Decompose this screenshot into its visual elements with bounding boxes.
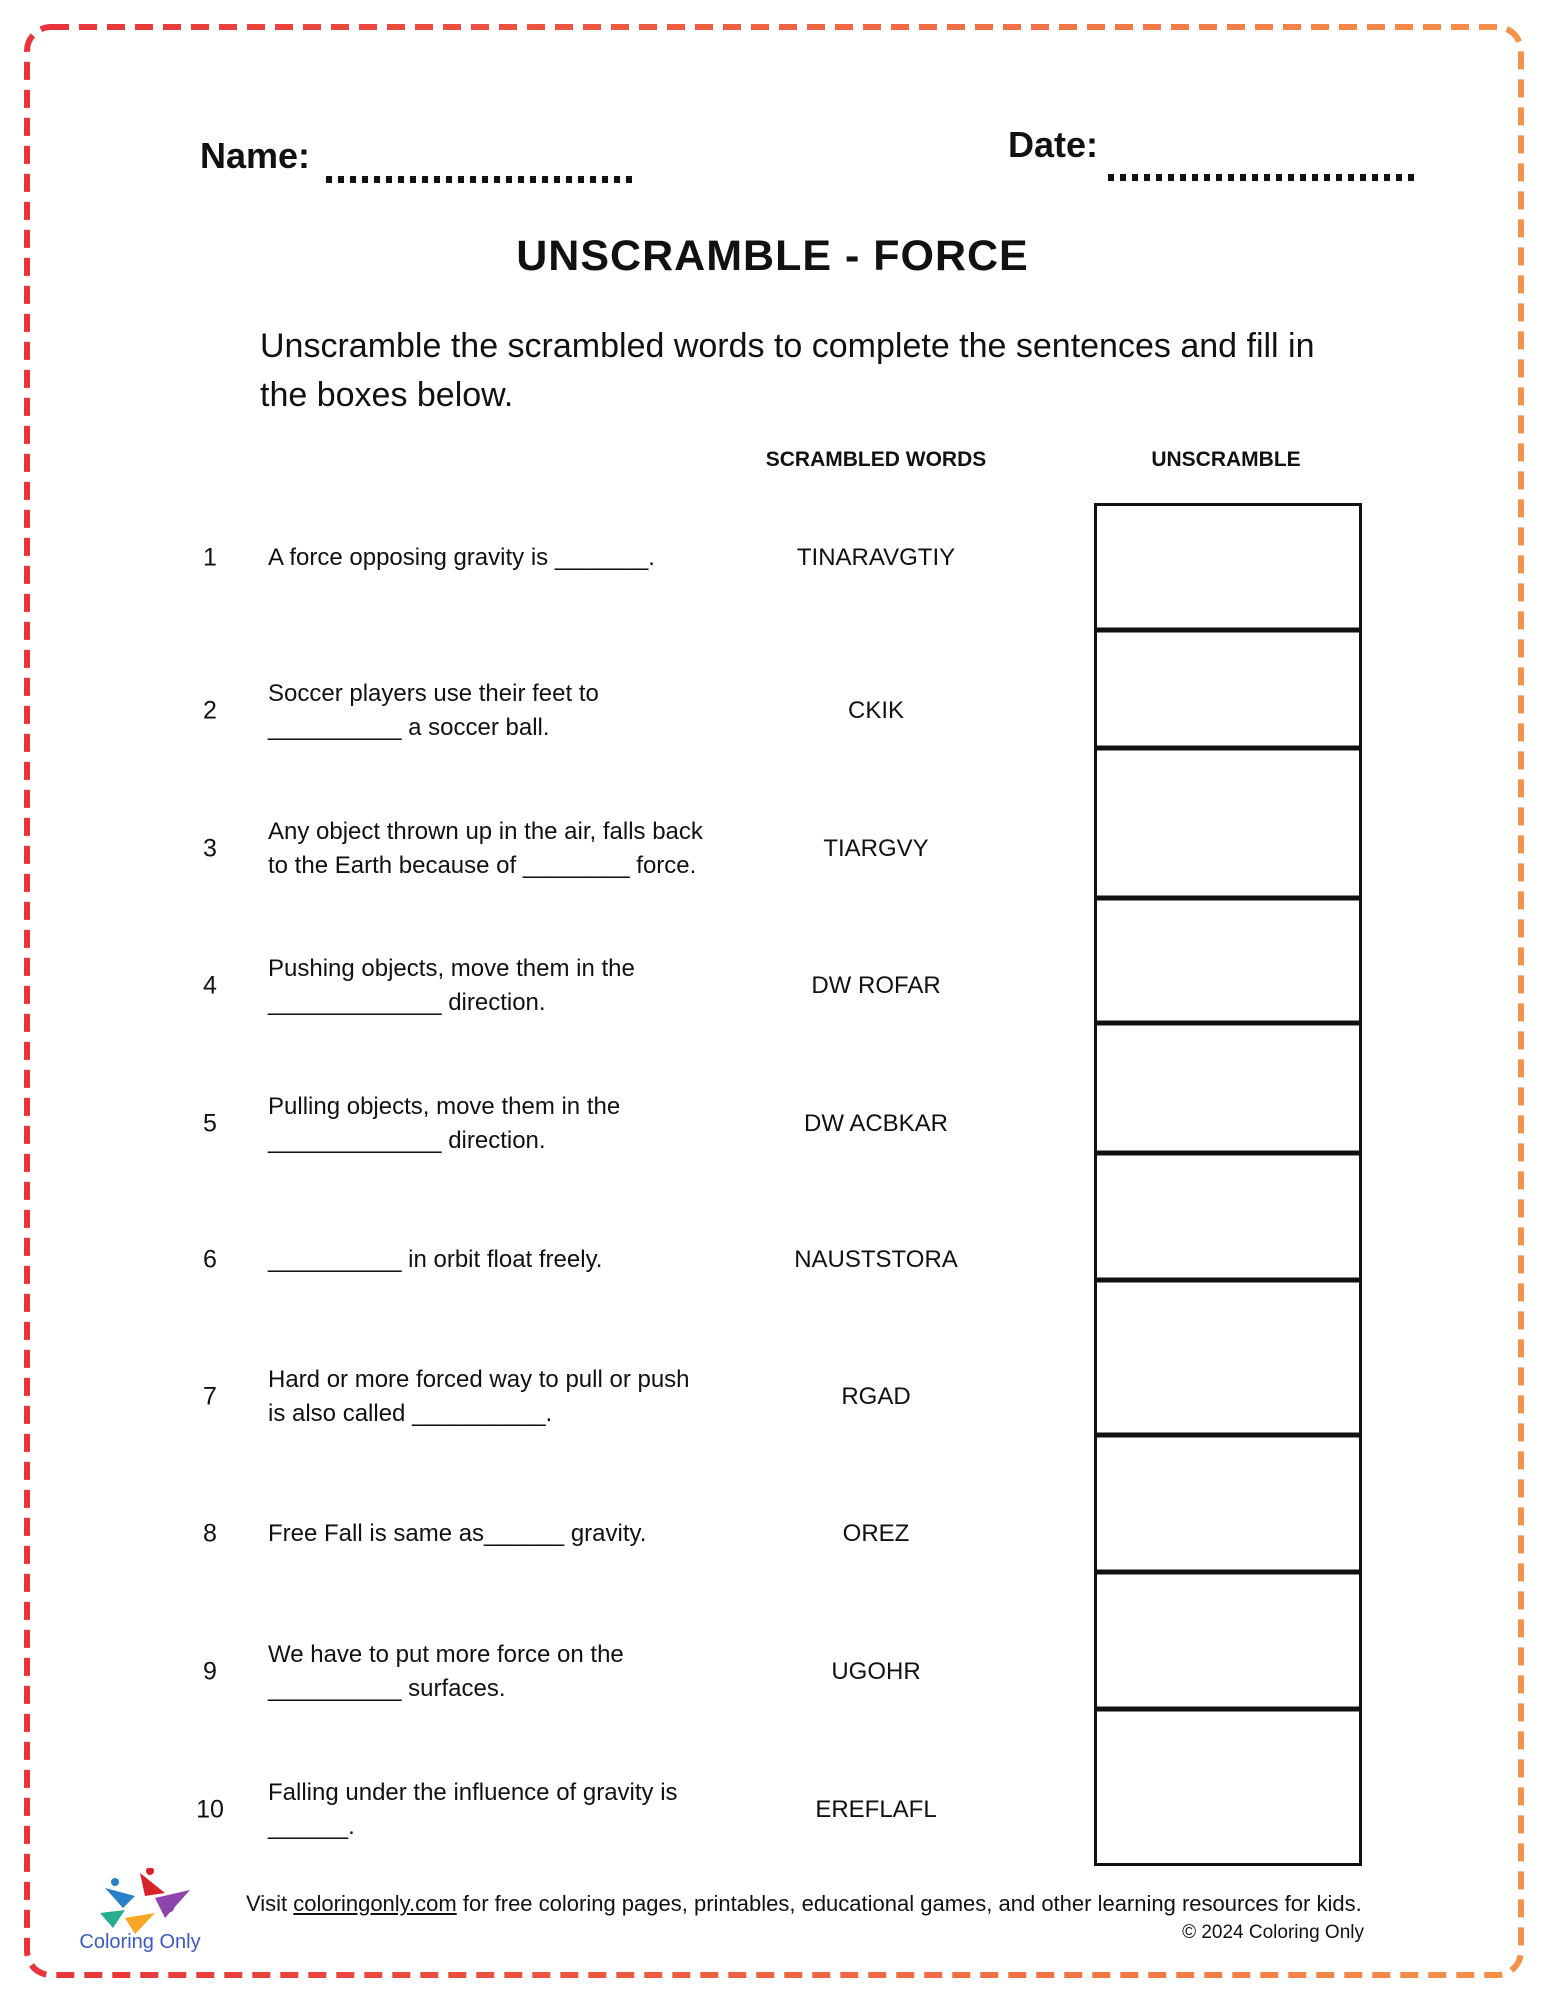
- row-scrambled-word: DW ACBKAR: [803, 1110, 949, 1137]
- row-sentence: __________ in orbit float freely.: [268, 1246, 603, 1273]
- row-scrambled-word: RGAD: [841, 1383, 911, 1410]
- scrambled-words-header: SCRAMBLED WORDS: [765, 448, 987, 471]
- name-label: Name:: [200, 135, 311, 176]
- row-scrambled-word: TIARGVY: [823, 835, 929, 862]
- row-scrambled-word: NAUSTSTORA: [794, 1246, 958, 1273]
- answer-box-5[interactable]: [1097, 1026, 1359, 1156]
- coloring-only-logo-icon: [95, 1868, 195, 1934]
- row-number: 7: [203, 1382, 217, 1411]
- row-sentence: Hard or more forced way to pull or push is also called __________.: [268, 1366, 690, 1427]
- name-field[interactable]: [326, 176, 636, 183]
- answer-box-2[interactable]: [1097, 633, 1359, 751]
- answer-box-3[interactable]: [1097, 751, 1359, 901]
- answer-box-6[interactable]: [1097, 1156, 1359, 1283]
- row-sentence: Pushing objects, move them in the _____________ direction.: [268, 955, 635, 1016]
- row-sentence: Free Fall is same as______ gravity.: [268, 1520, 647, 1547]
- row-sentence: Pulling objects, move them in the _____________ direction.: [268, 1093, 621, 1154]
- answer-box-9[interactable]: [1097, 1575, 1359, 1712]
- box-divider: [1094, 1021, 1362, 1026]
- row-sentence: A force opposing gravity is _______.: [268, 544, 655, 571]
- row-scrambled-word: CKIK: [847, 697, 904, 724]
- instructions: Unscramble the scrambled words to complete the sentences and fill in the boxes below.: [260, 327, 1315, 414]
- footer-suffix: for free coloring pages, printables, educational games, and other learning resources for kids.: [456, 1891, 1362, 1916]
- row-sentence: Soccer players use their feet to __________ a soccer ball.: [268, 680, 599, 741]
- row-number: 2: [203, 696, 217, 725]
- row-number: 9: [203, 1657, 217, 1686]
- box-divider: [1094, 1707, 1362, 1712]
- answer-box-1[interactable]: [1097, 506, 1359, 633]
- answer-box-7[interactable]: [1097, 1283, 1359, 1438]
- row-sentence: We have to put more force on the __________ surfaces.: [268, 1641, 624, 1702]
- page-title: UNSCRAMBLE - FORCE: [516, 232, 1029, 280]
- coloringonly-link[interactable]: coloringonly.com: [293, 1891, 457, 1916]
- footer-prefix: Visit: [246, 1891, 294, 1916]
- row-number: 10: [196, 1795, 224, 1824]
- row-sentence: Any object thrown up in the air, falls back to the Earth because of ________ force.: [268, 818, 703, 879]
- row-scrambled-word: EREFLAFL: [815, 1796, 937, 1823]
- copyright: © 2024 Coloring Only: [1182, 1922, 1364, 1943]
- footer-text: [246, 1888, 1426, 1920]
- row-scrambled-word: OREZ: [842, 1520, 910, 1547]
- box-divider: [1094, 1151, 1362, 1156]
- logo-text: Coloring Only: [79, 1931, 201, 1953]
- answer-box-4[interactable]: [1097, 901, 1359, 1026]
- answer-box-10[interactable]: [1097, 1712, 1359, 1869]
- box-divider: [1094, 896, 1362, 901]
- box-divider: [1094, 1278, 1362, 1283]
- row-number: 8: [203, 1519, 217, 1548]
- row-sentence: Falling under the influence of gravity is ______.: [268, 1779, 678, 1840]
- box-divider: [1094, 746, 1362, 751]
- row-scrambled-word: TINARAVGTIY: [796, 544, 956, 571]
- row-number: 4: [203, 971, 217, 1000]
- date-field[interactable]: [1108, 174, 1420, 181]
- box-divider: [1094, 628, 1362, 633]
- unscramble-header: UNSCRAMBLE: [1151, 448, 1301, 471]
- row-scrambled-word: DW ROFAR: [811, 972, 941, 999]
- answer-box-8[interactable]: [1097, 1438, 1359, 1575]
- answer-boxes: [1094, 503, 1362, 1866]
- row-number: 3: [203, 834, 217, 863]
- row-number: 1: [203, 543, 217, 572]
- box-divider: [1094, 1433, 1362, 1438]
- box-divider: [1094, 1570, 1362, 1575]
- row-number: 5: [203, 1109, 217, 1138]
- row-number: 6: [203, 1245, 217, 1274]
- date-label: Date:: [1008, 124, 1099, 165]
- row-scrambled-word: UGOHR: [831, 1658, 921, 1685]
